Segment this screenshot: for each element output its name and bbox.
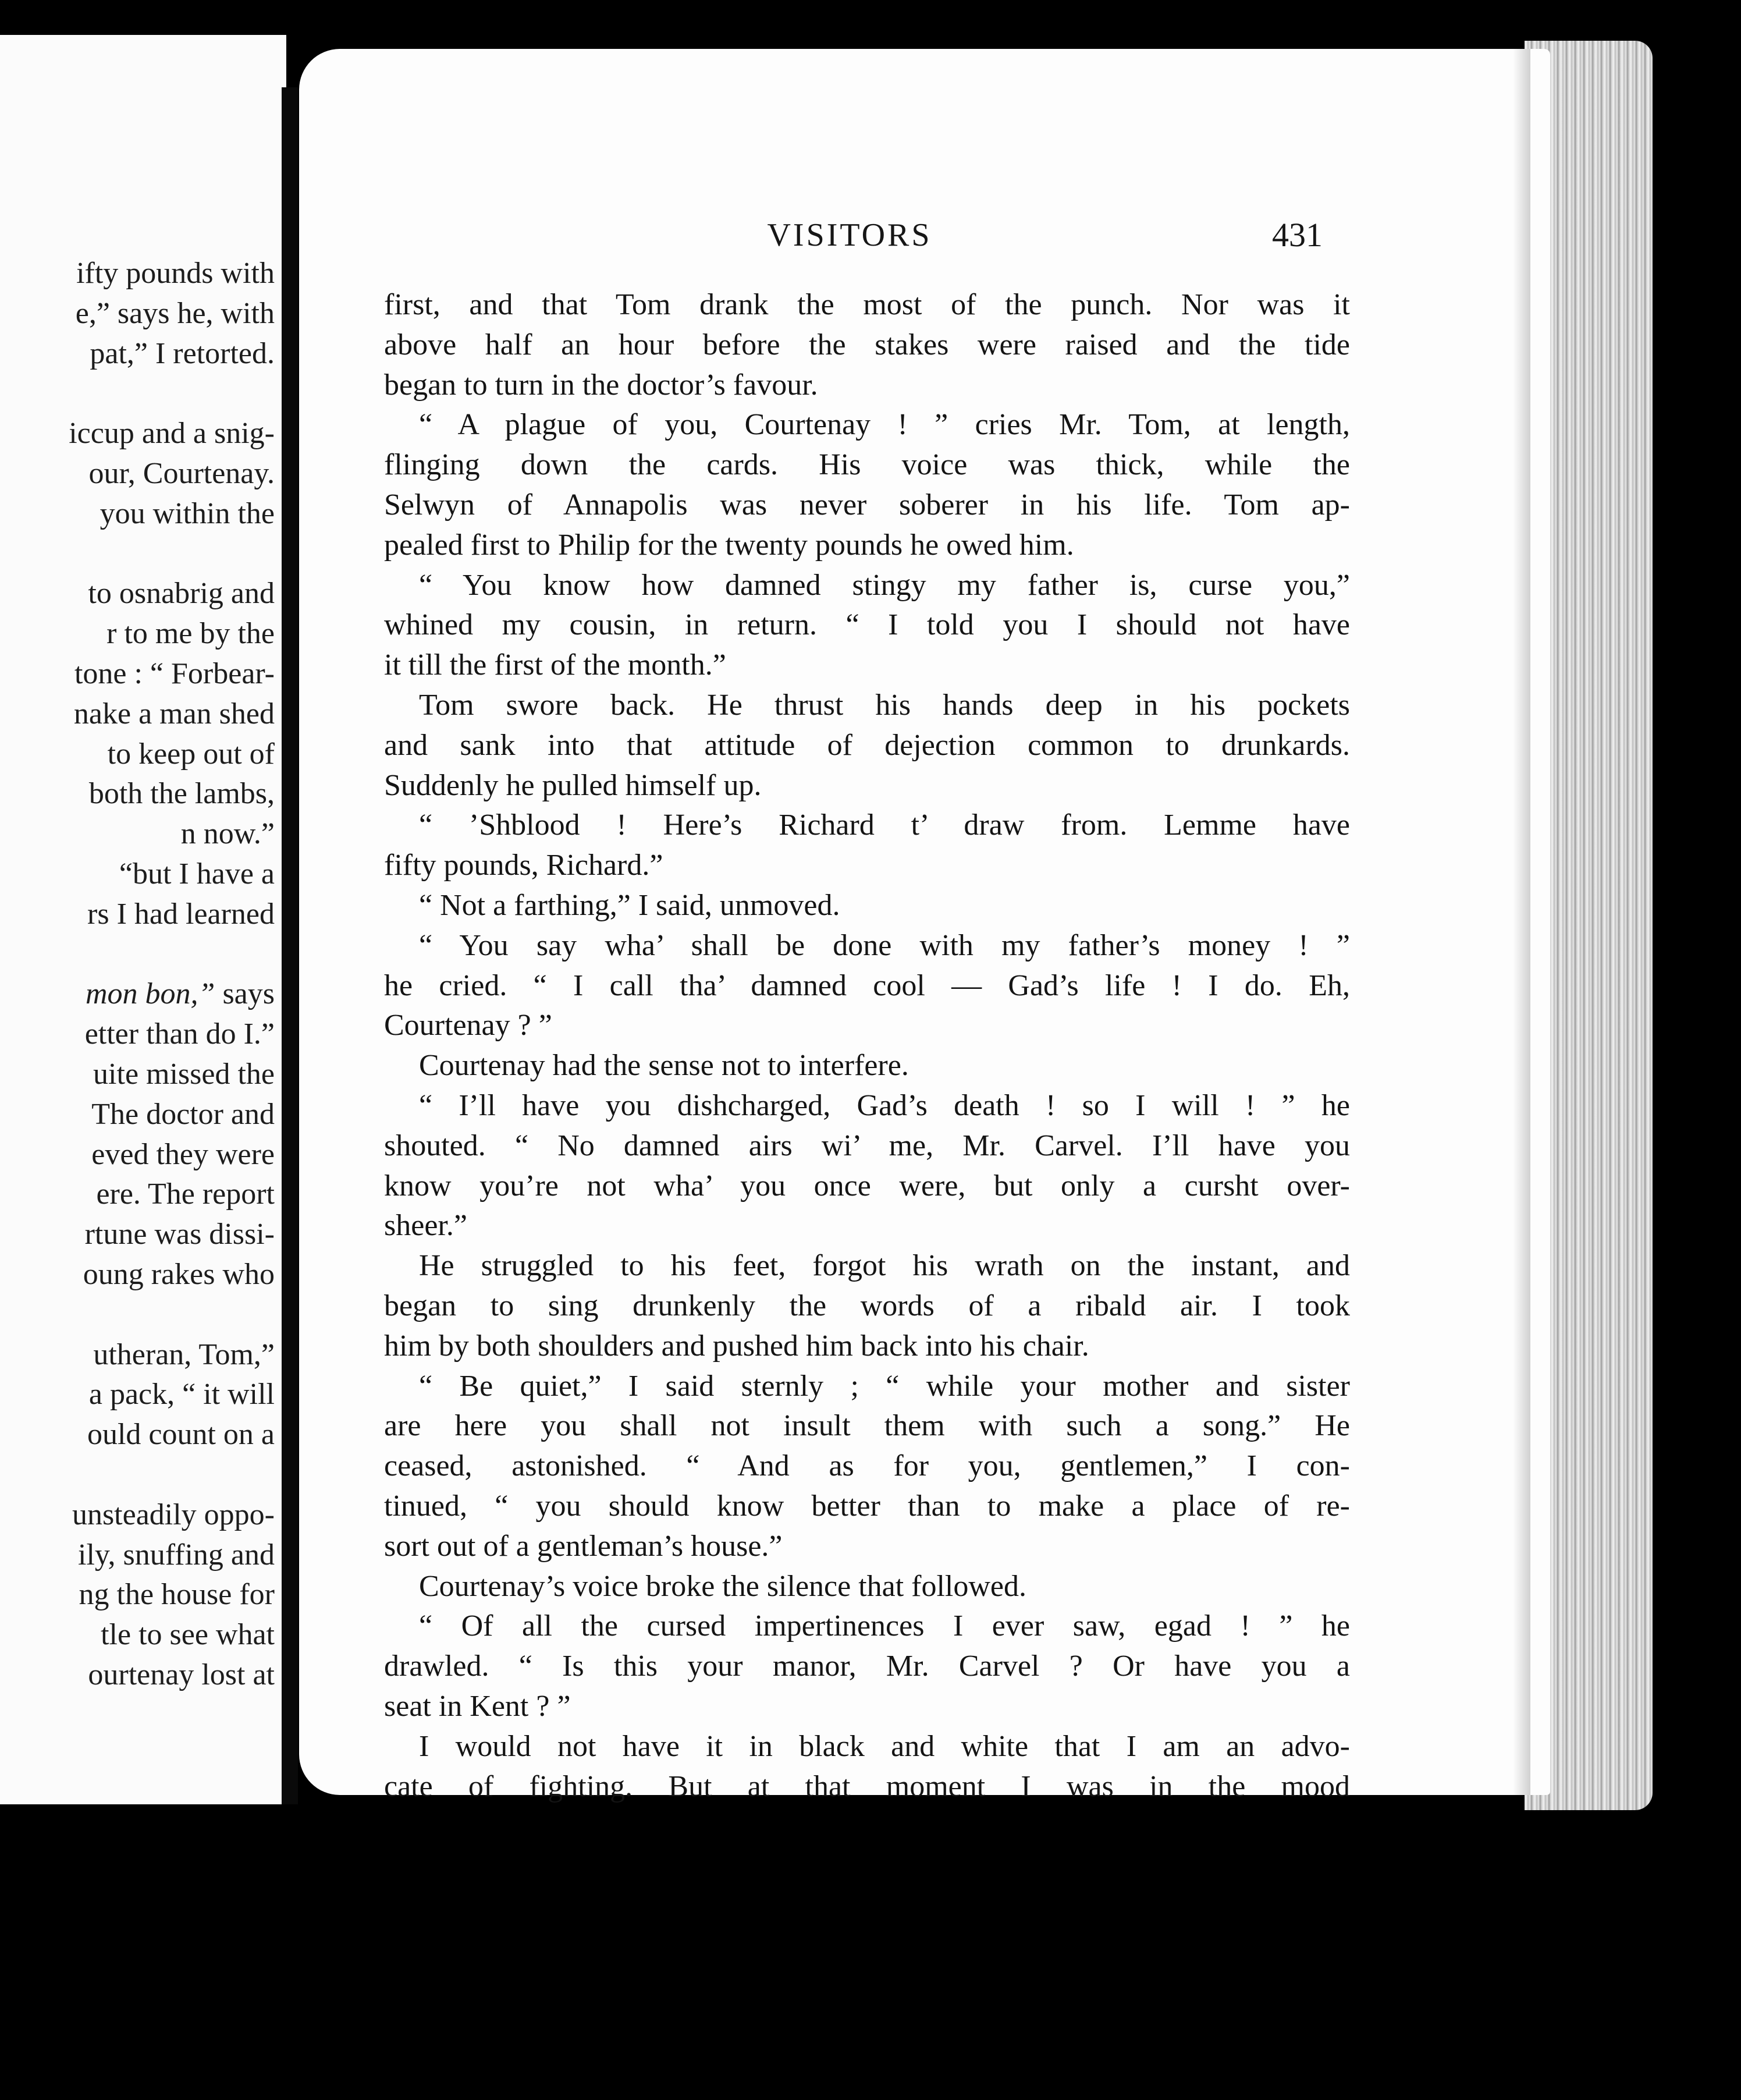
text-line: “ Not a farthing,” I said, unmoved. [419, 889, 840, 922]
text-line: I would not have it in black and white that I am an advo- [419, 1729, 1350, 1763]
page-edge-shadow [1513, 49, 1530, 1795]
line-rest: says [215, 977, 275, 1011]
text-line: ceased, astonished. “ And as for you, gentlemen,” I con- [384, 1449, 1350, 1483]
left-page-line: unsteadily oppo- [72, 1498, 275, 1531]
text-line: sheer.” [384, 1209, 467, 1243]
text-line: him by both shoulders and pushed him back into his chair. [384, 1329, 1089, 1363]
text-line: he cried. “ I call tha’ damned cool — Gad’s life ! I do. Eh, [384, 969, 1350, 1002]
left-page-line: uite missed the [93, 1058, 275, 1091]
text-line: know you’re not wha’ you once were, but only a cursht over- [384, 1169, 1350, 1202]
italic-phrase: mon bon,” [85, 977, 215, 1011]
book-spine [282, 87, 298, 1804]
text-line: Suddenly he pulled himself up. [384, 768, 762, 802]
text-line: flinging down the cards. His voice was thick, while the [384, 448, 1350, 482]
left-page-line: both the lambs, [88, 777, 275, 811]
left-page-line: to keep out of [107, 737, 275, 771]
text-line: “ A plague of you, Courtenay ! ” cries Mr. Tom, at length, [419, 408, 1350, 442]
left-page-line: utheran, Tom,” [93, 1338, 275, 1371]
left-page-line: ourtenay lost at [88, 1658, 275, 1691]
left-page-line: oung rakes who [83, 1258, 275, 1291]
text-line: Courtenay had the sense not to interfere. [419, 1049, 909, 1083]
left-page-line: e,” says he, with [75, 296, 275, 330]
text-line: He struggled to his feet, forgot his wrath on the instant, and [419, 1249, 1350, 1283]
left-page-line: a pack, “ it will [88, 1378, 275, 1411]
left-page-line: ng the house for [79, 1578, 275, 1612]
left-page-line [86, 977, 275, 1011]
text-line: “ Of all the cursed impertinences I ever saw, egad ! ” he [419, 1609, 1350, 1643]
text-line: tinued, “ you should know better than to make a place of re- [384, 1489, 1350, 1523]
left-page-line: tone : “ Forbear- [74, 657, 275, 690]
left-page-line: etter than do I.” [84, 1017, 275, 1051]
left-page-line: our, Courtenay. [88, 457, 275, 490]
left-page-line: iccup and a snig- [69, 417, 275, 450]
left-page-line: to osnabrig and [88, 577, 275, 611]
text-line: Selwyn of Annapolis was never soberer in his life. Tom ap- [384, 488, 1350, 522]
text-line: fifty pounds, Richard.” [384, 849, 663, 882]
text-line: above half an hour before the stakes were raised and the tide [384, 328, 1350, 361]
text-line: pealed first to Philip for the twenty pounds he owed him. [384, 528, 1074, 562]
text-line: “ ’Shblood ! Here’s Richard t’ draw from. Lemme have [419, 808, 1350, 842]
text-line: shouted. “ No damned airs wi’ me, Mr. Carvel. I’ll have you [384, 1129, 1350, 1162]
left-page-line: ould count on a [87, 1418, 275, 1452]
left-page-line: pat,” I retorted. [90, 336, 275, 370]
text-line: Courtenay ? ” [384, 1009, 552, 1042]
text-line: drawled. “ Is this your manor, Mr. Carvel ? Or have you a [384, 1650, 1350, 1683]
text-line: and sank into that attitude of dejection common to drunkards. [384, 728, 1350, 762]
left-page-text [0, 35, 286, 1804]
left-page-line: nake a man shed [73, 697, 275, 730]
text-line: whined my cousin, in return. “ I told you I should not have [384, 608, 1350, 642]
left-page-line: eved they were [91, 1137, 275, 1171]
left-page-line: rtune was dissi- [84, 1218, 275, 1251]
text-line: it till the first of the month.” [384, 648, 726, 682]
facing-page-left [0, 35, 286, 1804]
text-line: sort out of a gentleman’s house.” [384, 1529, 783, 1563]
left-page-line: rs I had learned [87, 897, 275, 931]
text-line: Courtenay’s voice broke the silence that followed. [419, 1569, 1027, 1603]
text-line: cate of fighting. But at that moment I was in the mood [384, 1769, 1350, 1803]
text-line: Tom swore back. He thrust his hands deep in his pockets [419, 689, 1350, 722]
text-line: seat in Kent ? ” [384, 1690, 571, 1723]
text-line: “ Be quiet,” I said sternly ; “ while your mother and sister [419, 1369, 1350, 1403]
left-page-line: ifty pounds with [76, 257, 275, 290]
left-page-line: “but I have a [119, 857, 275, 891]
left-page-line: n now.” [180, 817, 275, 851]
page-number: 431 [1272, 216, 1323, 254]
text-line: are here you shall not insult them with such a song.” He [384, 1409, 1350, 1443]
text-line: “ You know how damned stingy my father is, curse you,” [419, 568, 1350, 602]
left-page-line: you within the [100, 496, 275, 530]
left-page-line: ily, snuffing and [78, 1538, 275, 1572]
text-line: first, and that Tom drank the most of the punch. Nor was it [384, 288, 1350, 321]
left-page-line: r to me by the [106, 617, 275, 651]
text-line: “ You say wha’ shall be done with my father’s money ! ” [419, 928, 1350, 962]
running-title: VISITORS [767, 217, 932, 253]
left-page-line: tle to see what [101, 1618, 275, 1652]
text-line: began to turn in the doctor’s favour. [384, 368, 818, 402]
text-line: “ I’ll have you dishcharged, Gad’s death ! so I will ! ” he [419, 1089, 1350, 1122]
left-page-line: ere. The report [96, 1177, 275, 1211]
text-line: began to sing drunkenly the words of a ribald air. I took [384, 1289, 1350, 1322]
left-page-line: The doctor and [91, 1097, 275, 1131]
